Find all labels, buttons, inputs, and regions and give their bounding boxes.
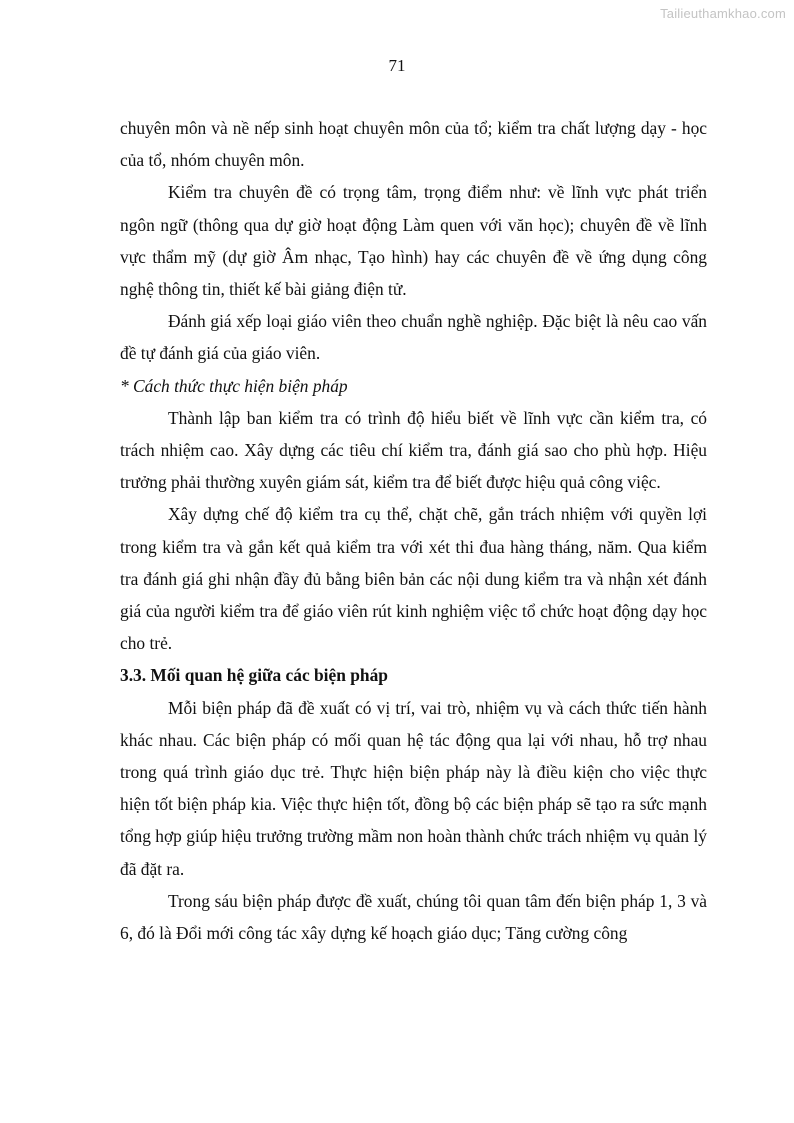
document-body <box>120 112 707 949</box>
subheading-implementation: * Cách thức thực hiện biện pháp <box>120 375 348 396</box>
paragraph-relationship: Mỗi biện pháp đã đề xuất có vị trí, vai trò, nhiệm vụ và cách thức tiến hành khác nhau. Các biện pháp có mối quan hệ tác động qua lại với nhau, hỗ trợ nhau trong quá trình giáo dục trẻ. Thực hiện biện pháp này là điều kiện cho việc thực hiện tốt biện pháp kia. Việc thực hiện tốt, đồng bộ các biện pháp sẽ tạo ra sức mạnh tổng hợp giúp hiệu trưởng trường mầm non hoàn thành chức trách nhiệm vụ quản lý đã đặt ra. <box>120 697 707 879</box>
section-heading: 3.3. Mối quan hệ giữa các biện pháp <box>120 665 388 686</box>
paragraph-continued: chuyên môn và nề nếp sinh hoạt chuyên môn của tổ; kiểm tra chất lượng dạy - học của tổ, nhóm chuyên môn. <box>120 118 707 171</box>
paragraph-topic-inspection: Kiểm tra chuyên đề có trọng tâm, trọng điểm như: về lĩnh vực phát triển ngôn ngữ (thông qua dự giờ hoạt động Làm quen với văn học); chuyên đề về lĩnh vực thẩm mỹ (dự giờ Âm nhạc, Tạo hình) hay các chuyên đề về ứng dụng công nghệ thông tin, thiết kế bài giảng điện tử. <box>120 182 707 300</box>
page-number: 71 <box>388 56 406 75</box>
paragraph-teacher-evaluation: Đánh giá xếp loại giáo viên theo chuẩn nghề nghiệp. Đặc biệt là nêu cao vấn đề tự đánh giá của giáo viên. <box>120 311 707 364</box>
paragraph-inspection-regime: Xây dựng chế độ kiểm tra cụ thể, chặt chẽ, gắn trách nhiệm với quyền lợi trong kiểm tra và gắn kết quả kiểm tra với xét thi đua hàng tháng, năm. Qua kiểm tra đánh giá ghi nhận đầy đủ bằng biên bản các nội dung kiểm tra và nhận xét đánh giá của người kiểm tra để giáo viên rút kinh nghiệm việc tổ chức hoạt động dạy học cho trẻ. <box>120 504 707 654</box>
watermark: Tailieuthamkhao.com <box>660 6 786 21</box>
paragraph-inspection-board: Thành lập ban kiểm tra có trình độ hiểu biết về lĩnh vực cần kiểm tra, có trách nhiệm cao. Xây dựng các tiêu chí kiểm tra, đánh giá sao cho phù hợp. Hiệu trưởng phải thường xuyên giám sát, kiểm tra để biết được hiệu quả công việc. <box>120 407 707 493</box>
paragraph-six-measures: Trong sáu biện pháp được đề xuất, chúng tôi quan tâm đến biện pháp 1, 3 và 6, đó là Đổi mới công tác xây dựng kế hoạch giáo dục; Tăng cường công <box>120 890 707 944</box>
